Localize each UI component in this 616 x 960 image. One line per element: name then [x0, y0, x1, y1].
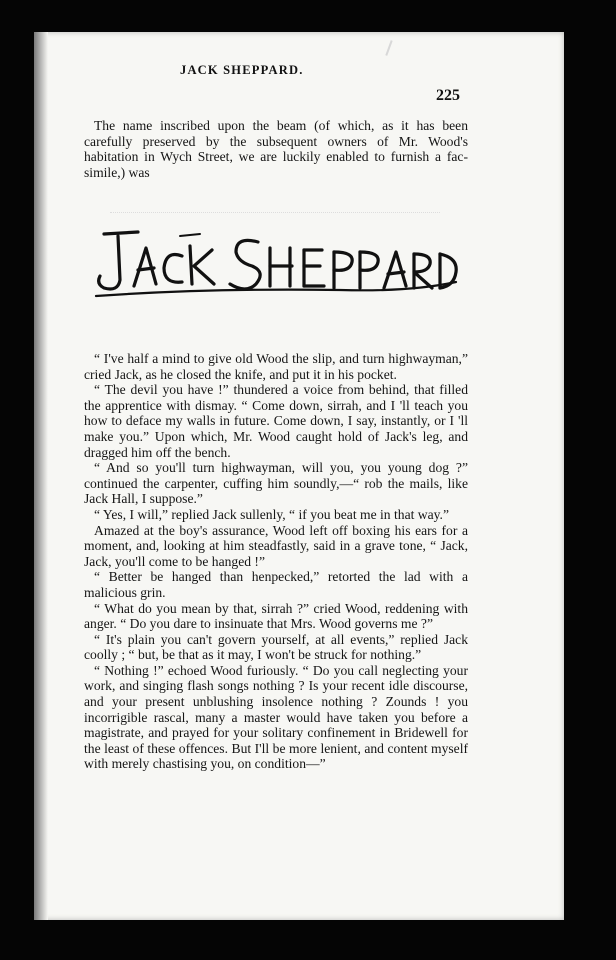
paragraph: “ It's plain you can't govern yourself, at all events,” replied Jack coolly ; “ but, be that as it may, I won't be struck for nothing.”	[84, 631, 468, 663]
intro-text-block	[84, 118, 468, 180]
main-text-block	[84, 351, 468, 772]
paragraph: “ Better be hanged than henpecked,” retorted the lad with a malicious grin.	[84, 569, 468, 600]
jack-sheppard-signature	[90, 222, 460, 304]
intro-paragraph: The name inscribed upon the beam (of which, as it has been carefully preserved by the subsequent owners of Mr. Wood's habitation in Wych Street, we are luckily enabled to furnish a fac-simile,) was	[84, 118, 468, 180]
paragraph: “ And so you'll turn highwayman, will you, you young dog ?” continued the carpenter, cuffing him soundly,—“ rob the mails, like Jack Hall, I suppose.”	[84, 460, 468, 507]
scan-scratch	[385, 40, 392, 56]
faint-show-through	[110, 212, 440, 214]
paragraph: “ Nothing !” echoed Wood furiously. “ Do you call neglecting your work, and singing flash songs nothing ? Is your recent idle discourse, and your present unblushing insolence nothing ? Zounds ! you incorrigible rascal, many a master would have taken you before a magistrate, and prayed for your solitary confinement in Bridewell for the least of these offences. But I'll be more lenient, and content myself with merely chastising you, on condition—”	[84, 662, 468, 772]
paragraph: “ Yes, I will,” replied Jack sullenly, “ if you beat me in that way.”	[94, 506, 449, 522]
paragraph: “ The devil you have !” thundered a voice from behind, that filled the apprentice with dismay. “ Come down, sirrah, and I 'll teach you how to deface my walls in future. Come down, I say, instantly, or I 'll make you.” Upon which, Mr. Wood caught hold of Jack's leg, and dragged him off the bench.	[84, 382, 468, 460]
running-title: JACK SHEPPARD.	[180, 63, 304, 77]
page-number: 225	[436, 87, 460, 104]
handwritten-signature-icon	[90, 222, 460, 304]
paragraph: “ What do you mean by that, sirrah ?” cried Wood, reddening with anger. “ Do you dare to insinuate that Mrs. Wood governs me ?”	[84, 600, 468, 632]
page-gutter-shadow	[34, 32, 48, 920]
paragraph: “ I've half a mind to give old Wood the slip, and turn highwayman,” cried Jack, as he closed the knife, and put it in his pocket.	[84, 351, 468, 382]
paragraph: Amazed at the boy's assurance, Wood left off boxing his ears for a moment, and, looking at him steadfastly, said in a grave tone, “ Jack, Jack, you'll come to be hanged !”	[84, 522, 468, 569]
